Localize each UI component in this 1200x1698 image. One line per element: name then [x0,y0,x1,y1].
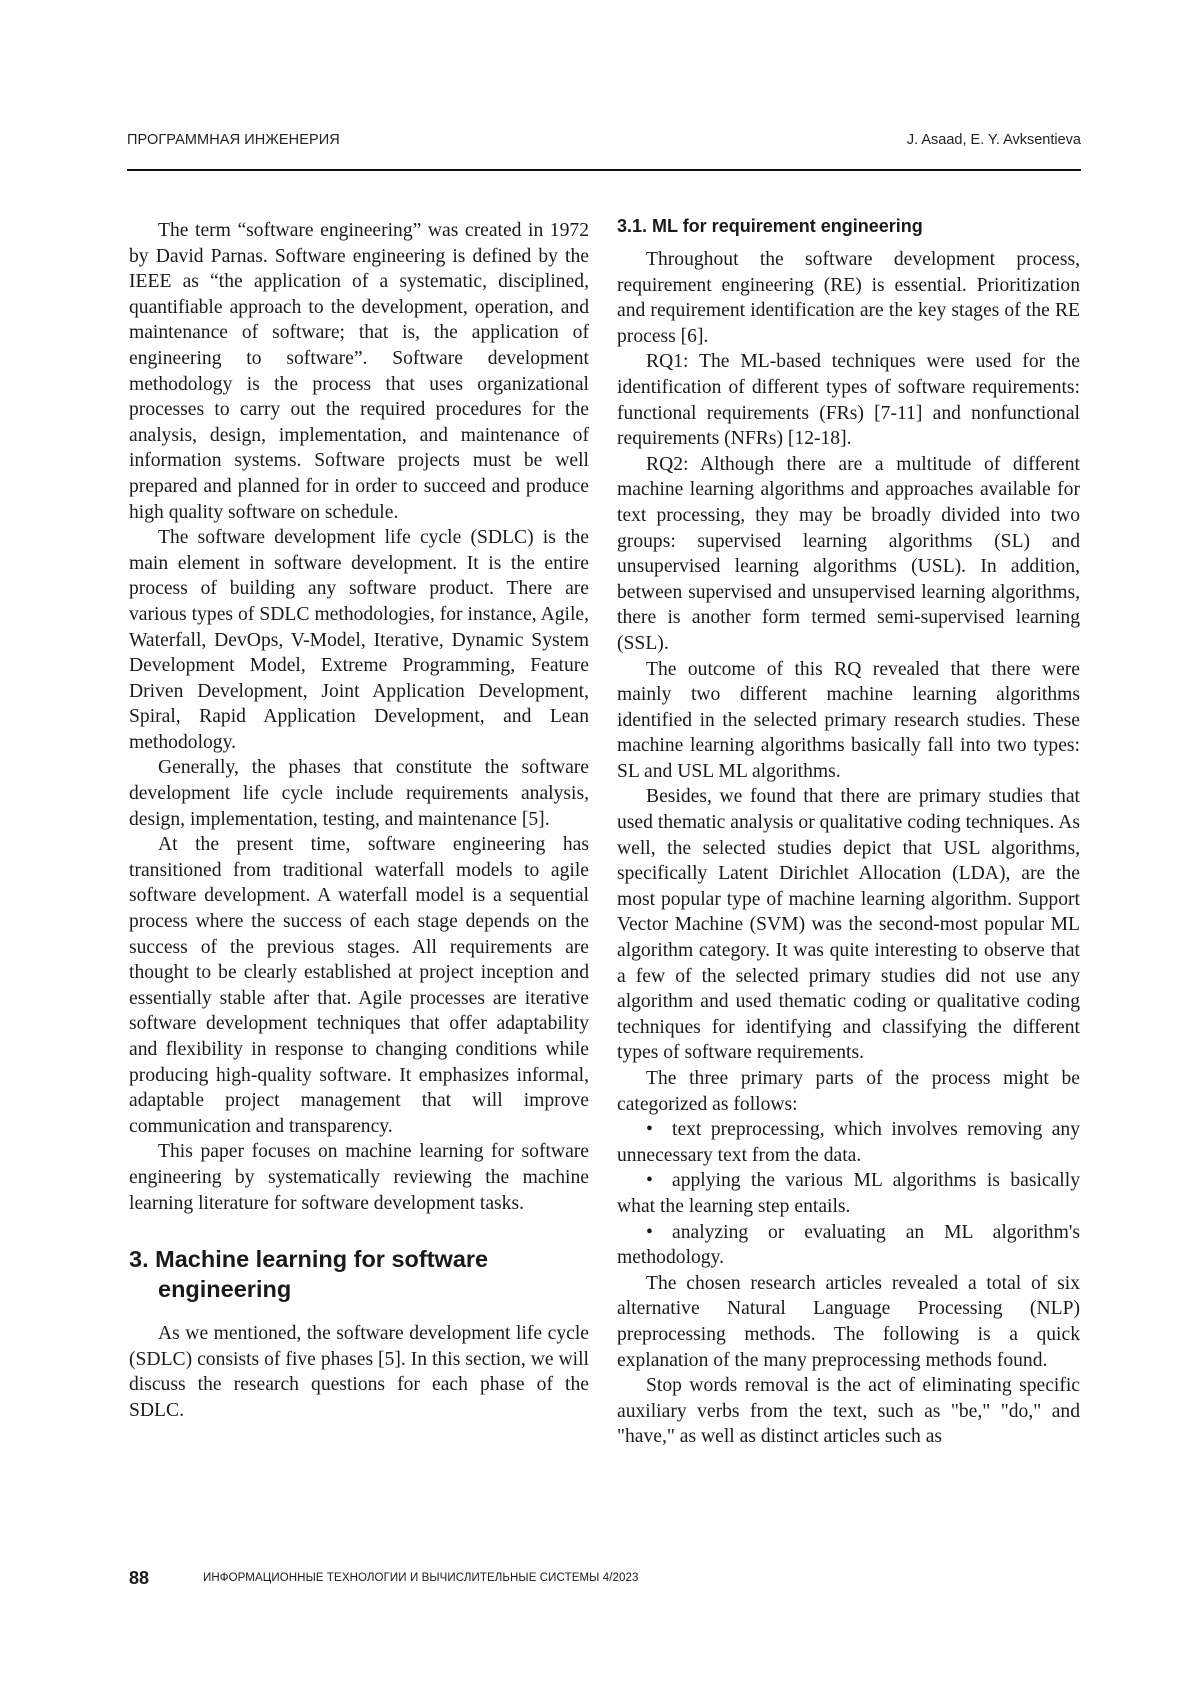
paragraph: Besides, we found that there are primary studies that used thematic analysis or qualitative coding techniques. As well, the selected studies depict that USL algorithms, specifically Latent Dirichlet Allocation (LDA), are the most popular type of machine learning algorithm. Support Vector Machine (SVM) was the second-most popular ML algorithm category. It was quite interesting to observe that a few of the selected primary studies did not use any algorithm and used thematic coding or qualitative coding techniques for identifying and classifying the different types of software requirements. [617,786,1080,1064]
right-column [617,218,1080,1450]
section-heading: 3. Machine learning for software engineering [129,1246,489,1303]
paragraph: RQ2: Although there are a multitude of different machine learning algorithms and approaches available for text processing, they may be broadly divided into two groups: supervised learning algorithms (SL) and unsupervised learning algorithms (USL). In addition, between supervised and unsupervised learning algorithms, there is another form termed semi-supervised learning (SSL). [617,453,1080,654]
running-header [127,128,1081,154]
paragraph: Generally, the phases that constitute the software development life cycle include requirements analysis, design, implementation, testing, and maintenance [5]. [129,757,589,830]
paragraph: As we mentioned, the software development life cycle (SDLC) consists of five phases [5]. In this section, we will discuss the research questions for each phase of the SDLC. [129,1323,589,1421]
paragraph: The term “software engineering” was created in 1972 by David Parnas. Software engineering is defined by the IEEE as “the application of a systematic, disciplined, quantifiable approach to the development, operation, and maintenance of software; that is, the application of engineering to software”. Software development methodology is the process that uses organizational processes to carry out the required procedures for the analysis, design, implementation, and maintenance of information systems. Software projects must be well prepared and planned for in order to succeed and produce high quality software on schedule. [129,220,589,523]
header-rule [127,169,1081,171]
bullet-text: text preprocessing, which involves removing any unnecessary text from the data. [617,1119,1080,1166]
journal-title: ИНФОРМАЦИОННЫЕ ТЕХНОЛОГИИ И ВЫЧИСЛИТЕЛЬНЫЕ СИСТЕМЫ 4/2023 [203,1572,639,1584]
paragraph: At the present time, software engineering has transitioned from traditional waterfall models to agile software development. A waterfall model is a sequential process where the success of each stage depends on the success of the previous stages. All requirements are thought to be clearly established at project inception and essentially stable after that. Agile processes are iterative software development techniques that offer adaptability and flexibility in response to changing conditions while producing high-quality software. It emphasizes informal, adaptable project management that will improve communication and transparency. [129,834,589,1137]
paragraph: The software development life cycle (SDLC) is the main element in software development. It is the entire process of building any software product. There are various types of SDLC methodologies, for instance, Agile, Waterfall, DevOps, V-Model, Iterative, Dynamic System Development Model, Extreme Programming, Feature Driven Development, Joint Application Development, Spiral, Rapid Application Development, and Lean methodology. [129,527,589,753]
journal-section-label: ПРОГРАММНАЯ ИНЖЕНЕРИЯ [127,132,340,148]
subsection-heading: 3.1. ML for requirement engineering [617,216,923,236]
paragraph: The chosen research articles revealed a total of six alternative Natural Language Processing (NLP) preprocessing methods. The following is a quick explanation of the many preprocessing methods found. [617,1272,1080,1371]
paragraph: RQ1: The ML-based techniques were used for the identification of different types of software requirements: functional requirements (FRs) [7-11] and nonfunctional requirements (NFRs) [12-18]. [617,351,1080,450]
page-number: 88 [129,1568,150,1588]
bullet-icon: • [646,1119,653,1141]
bullet-text: analyzing or evaluating an ML algorithm's methodology. [617,1221,1080,1269]
bullet-item [617,1220,1080,1271]
authors-label: J. Asaad, E. Y. Avksentieva [906,132,1081,148]
page-footer [129,1568,1029,1592]
paragraph: Stop words removal is the act of eliminating specific auxiliary verbs from the text, such as "be," "do," and "have," as well as distinct articles such as [617,1375,1080,1448]
paragraph: The outcome of this RQ revealed that there were mainly two different machine learning algorithms identified in the selected primary research studies. These machine learning algorithms basically fall into two types: SL and USL ML algorithms. [617,658,1080,782]
paragraph: Throughout the software development process, requirement engineering (RE) is essential. Prioritization and requirement identification are the key stages of the RE process [6]. [617,249,1080,347]
left-column [129,218,589,1424]
bullet-item [617,1117,1080,1168]
paragraph: The three primary parts of the process might be categorized as follows: [617,1068,1080,1115]
bullet-icon: • [646,1221,653,1243]
paragraph: This paper focuses on machine learning for software engineering by systematically reviewing the machine learning literature for software development tasks. [129,1141,589,1214]
bullet-icon: • [646,1170,653,1192]
bullet-text: applying the various ML algorithms is basically what the learning step entails. [617,1170,1080,1217]
bullet-item [617,1168,1080,1219]
